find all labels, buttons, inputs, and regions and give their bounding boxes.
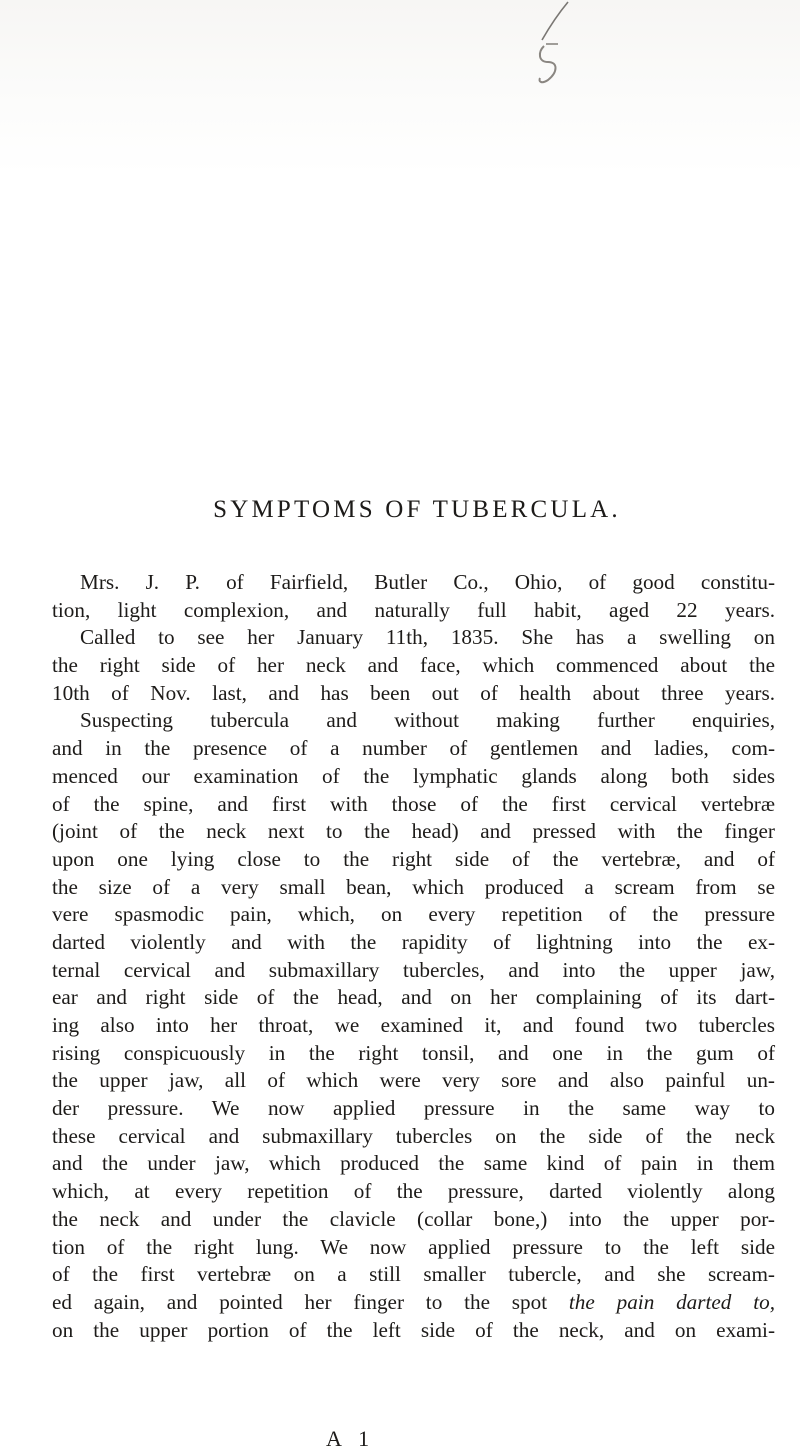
text-line: and in the presence of a number of gentlemen and ladies, com- <box>52 736 775 761</box>
text-line: the size of a very small bean, which produced a scream from se <box>52 874 775 899</box>
text-line: tion of the right lung. We now applied pressure to the left side <box>52 1234 775 1259</box>
text-line: rising conspicuously in the right tonsil, and one in the gum of <box>52 1040 775 1065</box>
text-line: Suspecting tubercula and without making further enquiries, <box>80 708 775 733</box>
text-line: upon one lying close to the right side of the vertebræ, and of <box>52 846 775 871</box>
text-line: the neck and under the clavicle (collar bone,) into the upper por- <box>52 1206 775 1231</box>
text-line: 10th of Nov. last, and has been out of health about three years. <box>52 680 775 705</box>
text-line-mixed <box>52 1289 775 1317</box>
text-line: ternal cervical and submaxillary tubercles, and into the upper jaw, <box>52 957 775 982</box>
pencil-mark-icon <box>528 0 578 90</box>
text-line: vere spasmodic pain, which, on every repetition of the pressure <box>52 902 775 927</box>
text-line: on the upper portion of the left side of the neck, and on exami- <box>52 1317 775 1342</box>
page-title: SYMPTOMS OF TUBERCULA. <box>213 496 621 523</box>
text-line: these cervical and submaxillary tubercles on the side of the neck <box>52 1123 775 1148</box>
text-line: ing also into her throat, we examined it, and found two tubercles <box>52 1013 775 1037</box>
body-paragraph <box>52 569 775 1344</box>
text-line: darted violently and with the rapidity of lightning into the ex- <box>52 929 775 954</box>
text-line: der pressure. We now applied pressure in the same way to <box>52 1096 775 1121</box>
text-line: the upper jaw, all of which were very sore and also painful un- <box>52 1068 775 1093</box>
text-line: ear and right side of the head, and on her complaining of its dart- <box>52 985 775 1010</box>
text-line: which, at every repetition of the pressure, darted violently along <box>52 1179 775 1204</box>
text-line: Mrs. J. P. of Fairfield, Butler Co., Ohio, of good constitu- <box>80 570 775 594</box>
text-line: Called to see her January 11th, 1835. She has a swelling on <box>80 625 775 650</box>
text-line: (joint of the neck next to the head) and pressed with the finger <box>52 819 775 844</box>
text-line: and the under jaw, which produced the same kind of pain in them <box>52 1151 775 1176</box>
text-line: menced our examination of the lymphatic glands along both sides <box>52 763 775 788</box>
text-line: tion, light complexion, and naturally full habit, aged 22 years. <box>52 597 775 622</box>
signature-mark: A 1 <box>326 1426 376 1451</box>
text-line: of the spine, and first with those of the first cervical vertebræ <box>52 791 775 816</box>
italic-phrase: the pain darted to, <box>568 1289 775 1314</box>
text-segment: ed again, and pointed her finger to the spot <box>52 1289 548 1314</box>
text-line: the right side of her neck and face, which commenced about the <box>52 653 775 678</box>
text-line: of the first vertebræ on a still smaller tubercle, and she scream- <box>52 1262 775 1287</box>
